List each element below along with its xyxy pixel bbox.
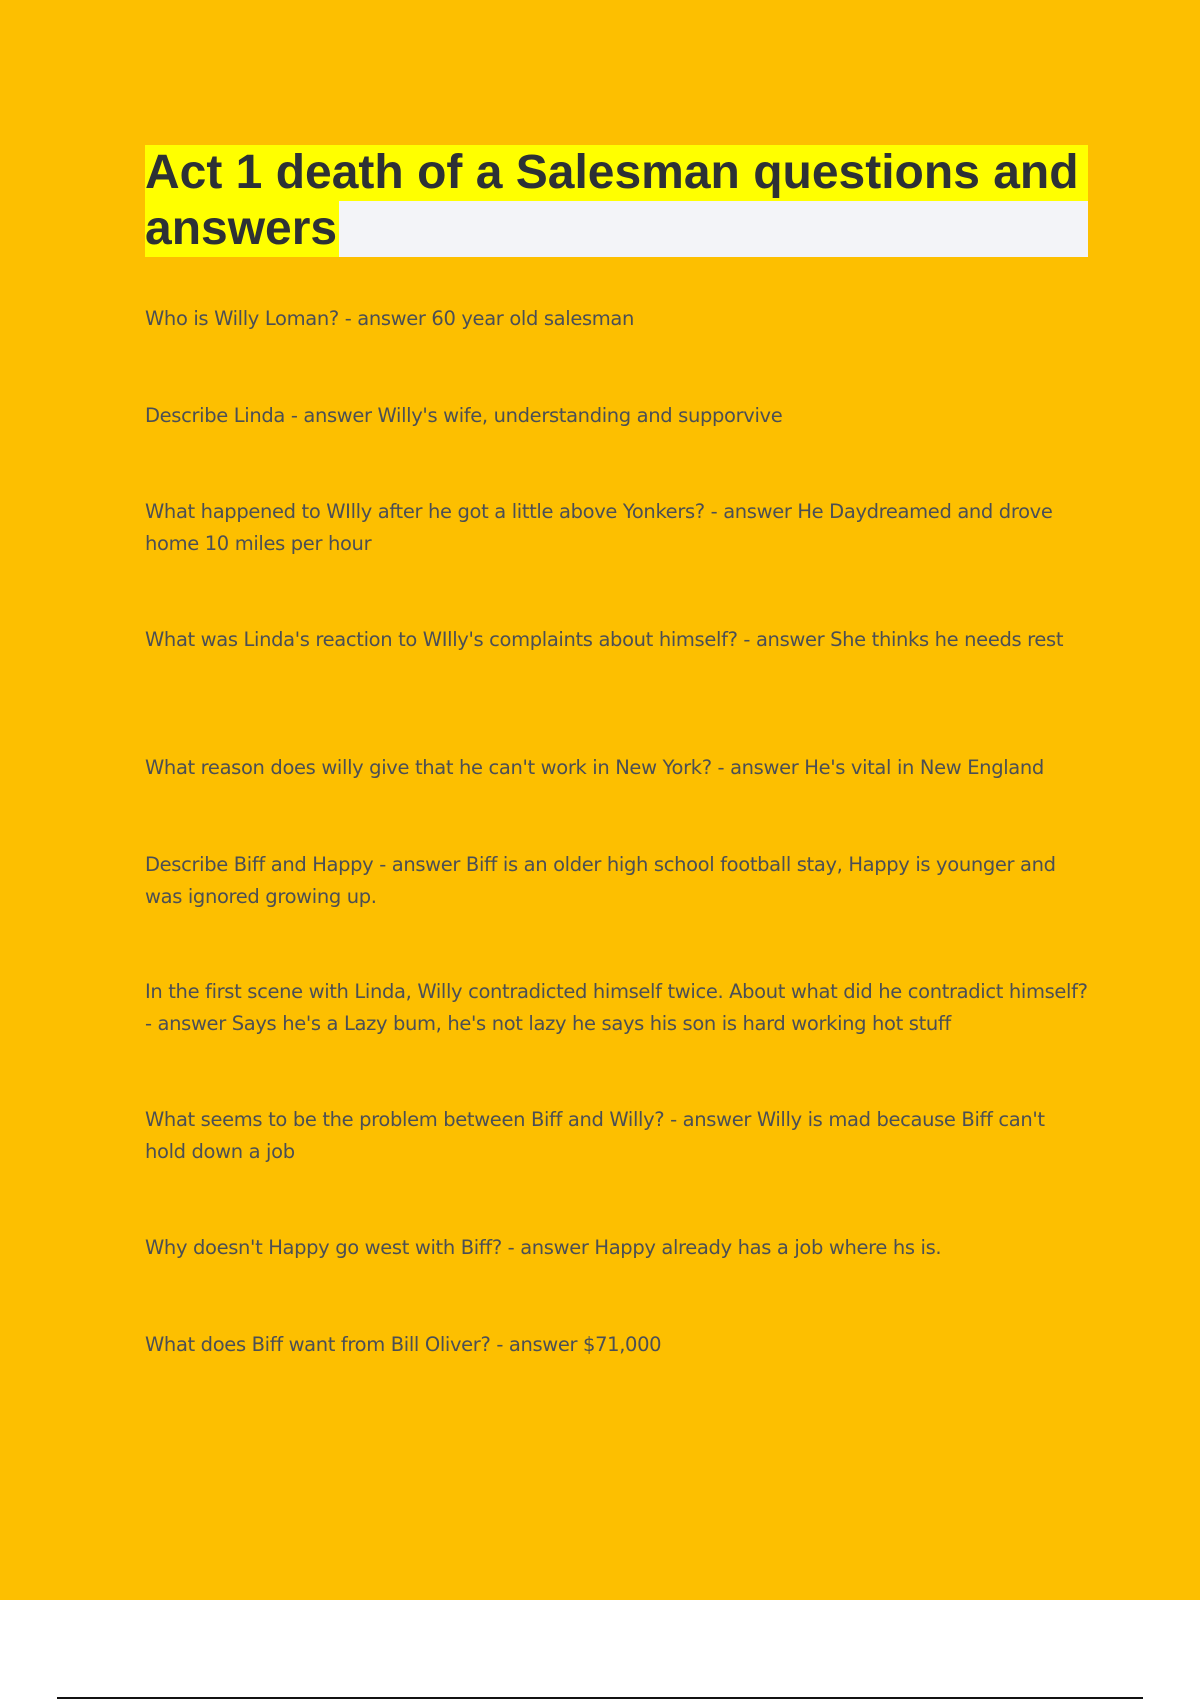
- qa-item: Describe Linda - answer Willy's wife, understanding and supporvive: [145, 404, 783, 427]
- qa-item: What happened to WIlly after he got a little above Yonkers? - answer He Daydreamed and drove home 10 miles per hour: [145, 500, 1053, 555]
- footer-rule: [57, 1697, 1143, 1699]
- qa-item: What does Biff want from Bill Oliver? - answer $71,000: [145, 1333, 662, 1356]
- qa-item: What seems to be the problem between Biff and Willy? - answer Willy is mad because Biff can't hold down a job: [145, 1108, 1045, 1163]
- qa-item: Who is Willy Loman? - answer 60 year old salesman: [145, 307, 635, 330]
- page-title-line-1: Act 1 death of a Salesman questions and: [145, 145, 1088, 201]
- qa-item: Why doesn't Happy go west with Biff? - answer Happy already has a job where hs is.: [145, 1236, 942, 1259]
- qa-item: Describe Biff and Happy - answer Biff is an older high school football stay, Happy is younger and was ignored growing up.: [145, 853, 1056, 908]
- qa-item: In the first scene with Linda, Willy contradicted himself twice. About what did he contradict himself? - answer Says he's a Lazy bum, he's not lazy he says his son is hard working hot stuff: [145, 980, 1088, 1035]
- page-title-line-2: answers: [145, 202, 338, 255]
- qa-item: What was Linda's reaction to WIlly's complaints about himself? - answer She thinks he needs rest: [145, 628, 1064, 651]
- qa-item: What reason does willy give that he can't work in New York? - answer He's vital in New England: [145, 756, 1044, 779]
